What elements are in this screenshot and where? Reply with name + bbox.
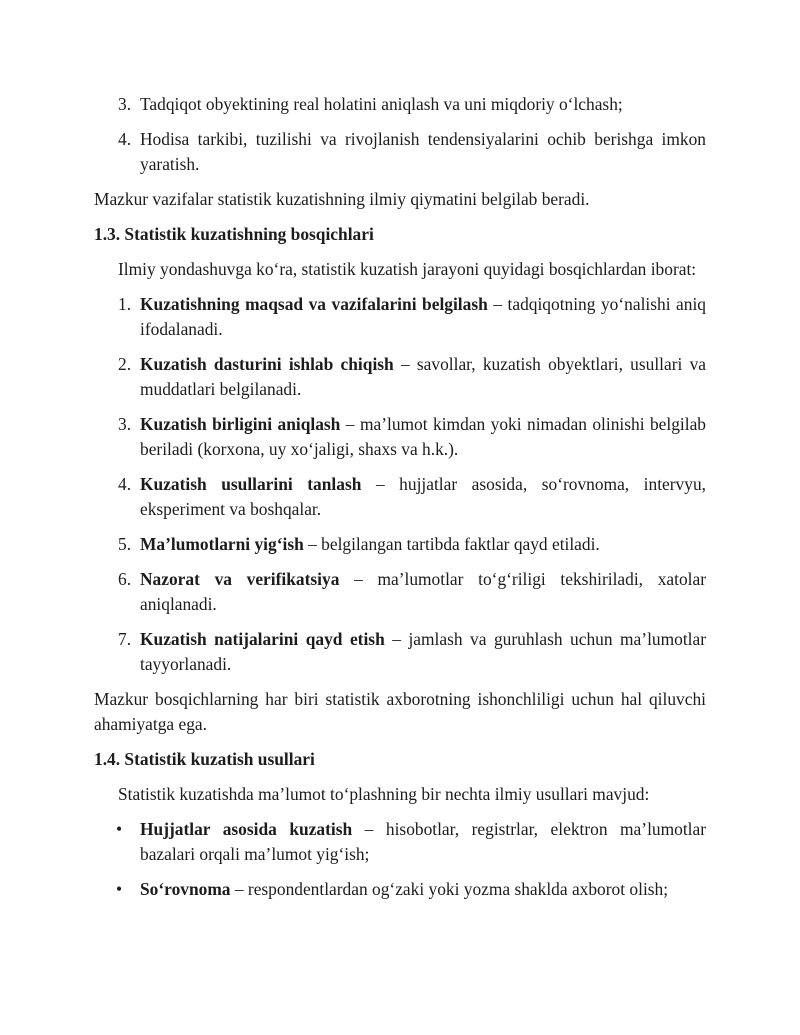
- method-item: [94, 877, 706, 902]
- method-item: [94, 817, 706, 867]
- list-number: 3.: [118, 94, 132, 114]
- list-text: Hodisa tarkibi, tuzilishi va rivojlanish tendensiyalarini ochib berishga imkon yaratish.: [140, 129, 706, 174]
- section-heading: 1.4. Statistik kuzatish usullari: [94, 749, 315, 769]
- stage-term: Kuzatish usullarini tanlash: [140, 474, 362, 494]
- stage-description: – jamlash va guruhlash uchun ma’lumotlar tayyorlanadi.: [140, 629, 706, 674]
- list-number: 6.: [118, 569, 132, 589]
- list-number: 1.: [118, 294, 132, 314]
- bullet-marker: •: [116, 819, 123, 839]
- stage-item: [94, 532, 706, 557]
- list-item: [94, 127, 706, 177]
- list-number: 2.: [118, 354, 132, 374]
- paragraph: Statistik kuzatishda ma’lumot to‘plashning bir nechta ilmiy usullari mavjud:: [118, 784, 650, 804]
- list-item: [94, 92, 706, 117]
- stage-term: Kuzatishning maqsad va vazifalarini belgilash: [140, 294, 488, 314]
- stage-item: [94, 627, 706, 677]
- list-number: 3.: [118, 414, 132, 434]
- list-number: 5.: [118, 534, 132, 554]
- list-text: Tadqiqot obyektining real holatini aniqlash va uni miqdoriy o‘lchash;: [140, 94, 623, 114]
- stage-item: [94, 567, 706, 617]
- stage-term: Nazorat va verifikatsiya: [140, 569, 340, 589]
- method-description: – hisobotlar, registrlar, elektron ma’lumotlar bazalari orqali ma’lumot yig‘ish;: [140, 819, 706, 864]
- list-number: 7.: [118, 629, 132, 649]
- list-number: 4.: [118, 129, 132, 149]
- stage-description: – ma’lumot kimdan yoki nimadan olinishi belgilab beriladi (korxona, uy xo‘jaligi, shaxs va h.k.).: [140, 414, 706, 459]
- stage-term: Kuzatish dasturini ishlab chiqish: [140, 354, 394, 374]
- stage-description: – belgilangan tartibda faktlar qayd etiladi.: [303, 534, 600, 554]
- paragraph: Mazkur vazifalar statistik kuzatishning ilmiy qiymatini belgilab beradi.: [94, 189, 590, 209]
- stage-description: – hujjatlar asosida, so‘rovnoma, intervyu, eksperiment va boshqalar.: [140, 474, 706, 519]
- method-term: Hujjatlar asosida kuzatish: [140, 819, 353, 839]
- stage-term: Kuzatish natijalarini qayd etish: [140, 629, 385, 649]
- method-description: – respondentlardan og‘zaki yoki yozma shaklda axborot olish;: [230, 879, 669, 899]
- section-heading: 1.3. Statistik kuzatishning bosqichlari: [94, 224, 374, 244]
- stage-term: Kuzatish birligini aniqlash: [140, 414, 341, 434]
- stage-description: – ma’lumotlar to‘g‘riligi tekshiriladi, xatolar aniqlanadi.: [140, 569, 706, 614]
- list-number: 4.: [118, 474, 132, 494]
- method-term: So‘rovnoma: [140, 879, 231, 899]
- paragraph: Ilmiy yondashuvga ko‘ra, statistik kuzatish jarayoni quyidagi bosqichlardan iborat:: [118, 259, 697, 279]
- paragraph: Mazkur bosqichlarning har biri statistik axborotning ishonchliligi uchun hal qiluvchi ahamiyatga ega.: [94, 689, 706, 734]
- document-page: [94, 92, 706, 912]
- stage-description: – tadqiqotning yo‘nalishi aniq ifodalanadi.: [140, 294, 707, 339]
- stage-item: [94, 352, 706, 402]
- stage-description: – savollar, kuzatish obyektlari, usullari va muddatlari belgilanadi.: [140, 354, 706, 399]
- stage-item: [94, 292, 706, 342]
- bullet-marker: •: [116, 879, 123, 899]
- stage-term: Ma’lumotlarni yig‘ish: [140, 534, 304, 554]
- stage-item: [94, 472, 706, 522]
- stage-item: [94, 412, 706, 462]
